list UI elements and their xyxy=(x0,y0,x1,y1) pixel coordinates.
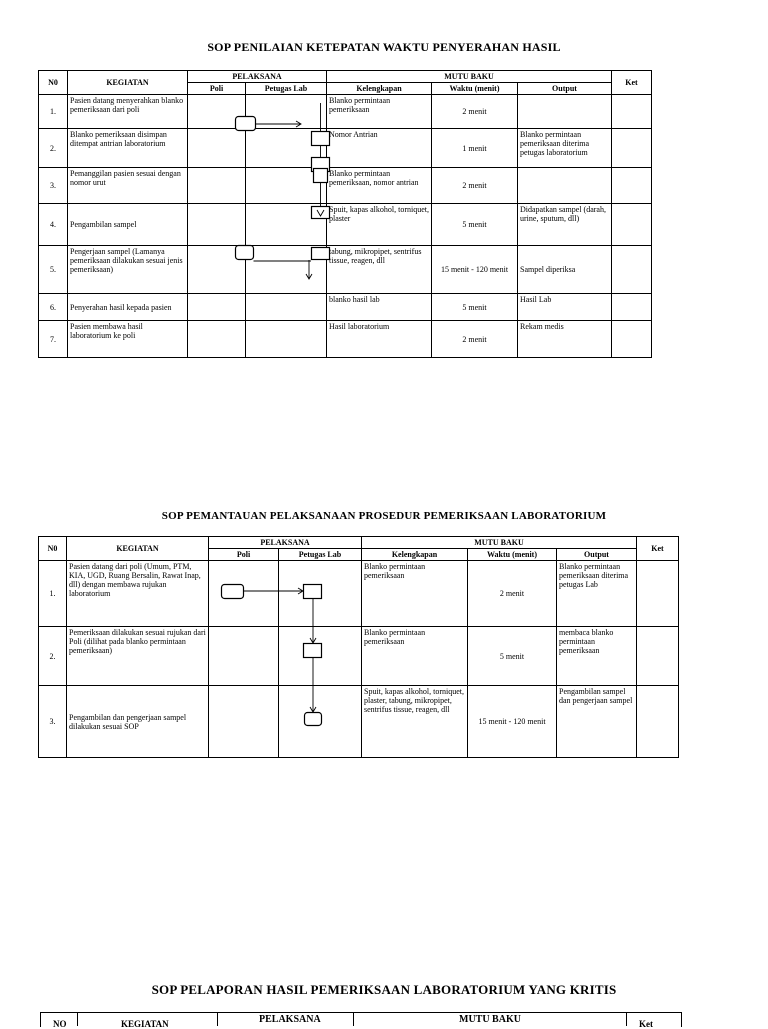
header-poli: Poli xyxy=(209,549,279,561)
row-ket xyxy=(612,294,652,321)
header-ket: Ket xyxy=(612,71,652,95)
header-pelaksana: PELAKSANA xyxy=(188,71,327,83)
header-waktu: Waktu (menit) xyxy=(432,83,518,95)
row-kegiatan: Penyerahan hasil kepada pasien xyxy=(68,294,188,321)
row-no: 5. xyxy=(39,246,68,294)
table-row xyxy=(39,204,652,246)
header-kegiatan: KEGIATAN xyxy=(121,1019,169,1029)
header-mutu-baku: MUTU BAKU xyxy=(362,537,637,549)
header-kelengkapan: Kelengkapan xyxy=(327,83,432,95)
row-output: Sampel diperiksa xyxy=(518,246,612,294)
row-waktu: 5 menit xyxy=(432,204,518,246)
row-waktu: 15 menit - 120 menit xyxy=(432,246,518,294)
row-kegiatan: Pengerjaan sampel (Lamanya pemeriksaan dilakukan sesuai jenis pemeriksaan) xyxy=(68,246,188,294)
header-kegiatan: KEGIATAN xyxy=(67,537,209,561)
row-poli xyxy=(188,129,246,168)
sop2-title: SOP PEMANTAUAN PELAKSANAAN PROSEDUR PEMERIKSAAN LABORATORIUM xyxy=(161,510,607,522)
row-output: Blanko permintaan pemeriksaan diterima petugas laboratorium xyxy=(518,129,612,168)
row-ket xyxy=(612,246,652,294)
row-petugas-lab xyxy=(246,168,327,204)
row-ket xyxy=(637,686,679,758)
header-output: Output xyxy=(518,83,612,95)
table-row xyxy=(39,561,679,627)
row-no: 3. xyxy=(39,686,67,758)
row-no: 6. xyxy=(39,294,68,321)
row-ket xyxy=(637,561,679,627)
row-no: 3. xyxy=(39,168,68,204)
row-waktu: 1 menit xyxy=(432,129,518,168)
row-no: 2. xyxy=(39,129,68,168)
row-petugas-lab xyxy=(246,321,327,358)
row-petugas-lab xyxy=(246,95,327,129)
header-waktu: Waktu (menit) xyxy=(468,549,557,561)
row-ket xyxy=(612,129,652,168)
row-kegiatan: Pemeriksaan dilakukan sesuai rujukan dari Poli (dilihat pada blanko permintaan pemeriksaan) xyxy=(67,627,209,686)
row-waktu: 2 menit xyxy=(432,321,518,358)
row-output: Didapatkan sampel (darah, urine, sputum, dll) xyxy=(518,204,612,246)
row-kelengkapan: Blanko permintaan pemeriksaan xyxy=(362,627,468,686)
row-output: Pengambilan sampel dan pengerjaan sampel xyxy=(557,686,637,758)
header-no: N0 xyxy=(39,537,67,561)
row-waktu: 2 menit xyxy=(432,168,518,204)
row-kelengkapan: Blanko permintaan pemeriksaan xyxy=(362,561,468,627)
table-row xyxy=(39,246,652,294)
row-kelengkapan: Spuit, kapas alkohol, torniquet, plaster, tabung, mikropipet, sentrifus tissue, reagen, dll xyxy=(362,686,468,758)
row-waktu: 2 menit xyxy=(468,561,557,627)
table-row xyxy=(39,321,652,358)
header-petugas-lab: Petugas Lab xyxy=(279,549,362,561)
header-mutu-baku: MUTU BAKU xyxy=(327,71,612,83)
header-kegiatan: KEGIATAN xyxy=(68,71,188,95)
table-row xyxy=(39,129,652,168)
row-petugas-lab xyxy=(246,204,327,246)
row-petugas-lab xyxy=(246,294,327,321)
row-waktu: 5 menit xyxy=(432,294,518,321)
row-kegiatan: Pengambilan dan pengerjaan sampel dilakukan sesuai SOP xyxy=(67,686,209,758)
row-kelengkapan: tabung, mikropipet, sentrifus tissue, reagen, dll xyxy=(327,246,432,294)
row-no: 1. xyxy=(39,561,67,627)
row-petugas-lab xyxy=(279,561,362,627)
row-ket xyxy=(612,321,652,358)
row-kegiatan: Pemanggilan pasien sesuai dengan nomor urut xyxy=(68,168,188,204)
row-kegiatan: Pasien datang menyerahkan blanko pemeriksaan dari poli xyxy=(68,95,188,129)
header-no: N0 xyxy=(39,71,68,95)
header-no: NO xyxy=(53,1019,67,1029)
header-ket: Ket xyxy=(637,537,679,561)
table-row xyxy=(39,168,652,204)
row-kelengkapan: Spuit, kapas alkohol, torniquet, plaster xyxy=(327,204,432,246)
row-no: 7. xyxy=(39,321,68,358)
row-poli xyxy=(188,168,246,204)
row-petugas-lab xyxy=(279,686,362,758)
table-row xyxy=(39,294,652,321)
sop1-title: SOP PENILAIAN KETEPATAN WAKTU PENYERAHAN HASIL xyxy=(207,40,561,54)
row-output: membaca blanko permintaan pemeriksaan xyxy=(557,627,637,686)
row-no: 2. xyxy=(39,627,67,686)
row-petugas-lab xyxy=(279,627,362,686)
row-petugas-lab xyxy=(246,129,327,168)
row-kegiatan: Blanko pemeriksaan disimpan ditempat antrian laboratorium xyxy=(68,129,188,168)
row-waktu: 2 menit xyxy=(432,95,518,129)
row-poli xyxy=(209,627,279,686)
sop3-table-header xyxy=(40,1012,682,1027)
row-ket xyxy=(637,627,679,686)
row-poli xyxy=(188,294,246,321)
table-row xyxy=(39,627,679,686)
table-row xyxy=(39,686,679,758)
row-poli xyxy=(209,686,279,758)
row-kelengkapan: Nomor Antrian xyxy=(327,129,432,168)
row-output: Blanko permintaan pemeriksaan diterima petugas Lab xyxy=(557,561,637,627)
row-kelengkapan: Blanko permintaan pemeriksaan xyxy=(327,95,432,129)
row-ket xyxy=(612,168,652,204)
row-no: 1. xyxy=(39,95,68,129)
row-output xyxy=(518,95,612,129)
row-poli xyxy=(188,246,246,294)
row-poli xyxy=(188,321,246,358)
header-ket: Ket xyxy=(639,1019,653,1029)
row-waktu: 15 menit - 120 menit xyxy=(468,686,557,758)
row-waktu: 5 menit xyxy=(468,627,557,686)
sop1-table xyxy=(38,70,652,358)
row-poli xyxy=(188,204,246,246)
row-kegiatan: Pengambilan sampel xyxy=(68,204,188,246)
row-kegiatan: Pasien datang dari poli (Umum, PTM, KIA, UGD, Ruang Bersalin, Rawat Inap, dll) dengan membawa rujukan laboratorium xyxy=(67,561,209,627)
row-poli xyxy=(188,95,246,129)
row-output: Rekam medis xyxy=(518,321,612,358)
header-poli: Poli xyxy=(188,83,246,95)
row-output xyxy=(518,168,612,204)
header-output: Output xyxy=(557,549,637,561)
row-no: 4. xyxy=(39,204,68,246)
row-kelengkapan: Hasil laboratorium xyxy=(327,321,432,358)
row-ket xyxy=(612,95,652,129)
header-pelaksana: PELAKSANA xyxy=(259,1014,321,1025)
header-pelaksana: PELAKSANA xyxy=(209,537,362,549)
header-petugas-lab: Petugas Lab xyxy=(246,83,327,95)
row-kelengkapan: blanko hasil lab xyxy=(327,294,432,321)
sop3-title: SOP PELAPORAN HASIL PEMERIKSAAN LABORATORIUM YANG KRITIS xyxy=(151,982,617,997)
row-kegiatan: Pasien membawa hasil laboratorium ke poli xyxy=(68,321,188,358)
table-row xyxy=(39,95,652,129)
row-petugas-lab xyxy=(246,246,327,294)
header-kelengkapan: Kelengkapan xyxy=(362,549,468,561)
row-output: Hasil Lab xyxy=(518,294,612,321)
sop2-table xyxy=(38,536,679,758)
row-kelengkapan: Blanko permintaan pemeriksaan, nomor antrian xyxy=(327,168,432,204)
header-mutu-baku: MUTU BAKU xyxy=(459,1014,521,1025)
row-poli xyxy=(209,561,279,627)
row-ket xyxy=(612,204,652,246)
